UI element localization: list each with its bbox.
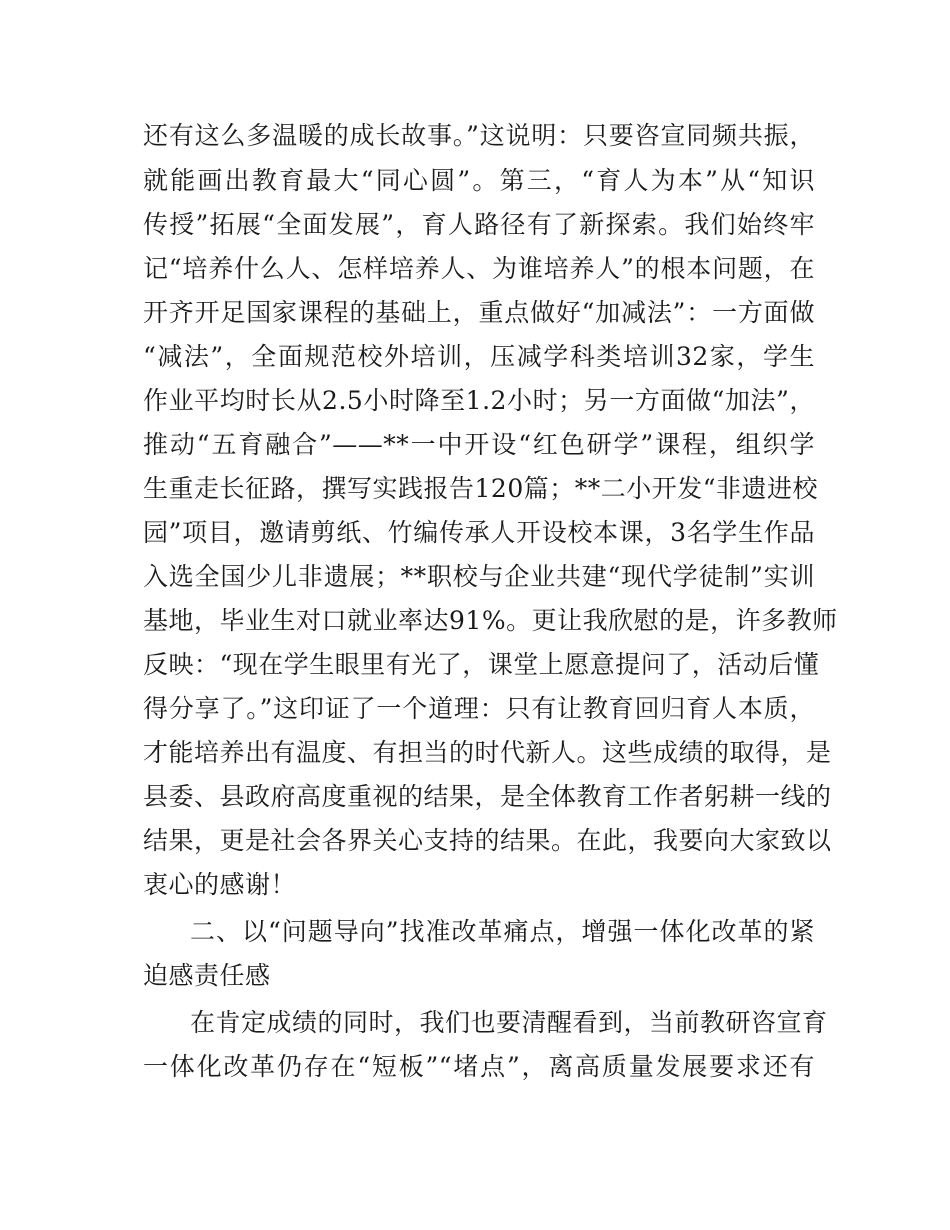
body-text-line: 得分享了。”这印证了一个道理：只有让教育回归育人本质， [143,694,815,723]
paragraph-line: 在肯定成绩的同时，我们也要清醒看到，当前教研咨宣育 [190,1008,828,1037]
body-text-line: 反映：“现在学生眼里有光了，课堂上愿意提问了，活动后懂 [143,650,820,679]
body-text-line: 记“培养什么人、怎样培养人、为谁培养人”的根本问题，在 [143,254,815,283]
body-text-line: 入选全国少儿非遗展；**职校与企业共建“现代学徒制”实训 [143,562,815,591]
body-text-line: 传授”拓展“全面发展”，育人路径有了新探索。我们始终牢 [143,210,815,239]
section-heading-line: 迫感责任感 [143,961,271,990]
paragraph-line: 一体化改革仍存在“短板”“堵点”，离高质量发展要求还有 [143,1052,815,1081]
body-text-line: 作业平均时长从2.5小时降至1.2小时；另一方面做“加法”， [143,386,815,415]
body-text-line: 县委、县政府高度重视的结果，是全体教育工作者躬耕一线的 [143,782,832,811]
section-heading-line: 二、以“问题导向”找准改革痛点，增强一体化改革的紧 [190,917,815,946]
body-text-line: 基地，毕业生对口就业率达91%。更让我欣慰的是，许多教师 [143,606,838,635]
body-text-line: 还有这么多温暖的成长故事。”这说明：只要咨宣同频共振， [143,121,815,150]
body-text-line: 推动“五育融合”——**一中开设“红色研学”课程，组织学 [143,430,815,459]
body-text-line: 衷心的感谢！ [143,870,297,899]
body-text-line: 才能培养出有温度、有担当的时代新人。这些成绩的取得，是 [143,738,832,767]
body-text-line: 开齐开足国家课程的基础上，重点做好“加减法”：一方面做 [143,298,815,327]
body-text-line: 园”项目，邀请剪纸、竹编传承人开设校本课，3名学生作品 [143,518,815,547]
body-text-line: 生重走长征路，撰写实践报告120篇；**二小开发“非遗进校 [143,474,819,503]
body-text-line: 就能画出教育最大“同心圆”。第三，“育人为本”从“知识 [143,166,815,195]
body-text-line: “减法”，全面规范校外培训，压减学科类培训32家，学生 [143,342,815,371]
body-text-line: 结果，更是社会各界关心支持的结果。在此，我要向大家致以 [143,826,832,855]
